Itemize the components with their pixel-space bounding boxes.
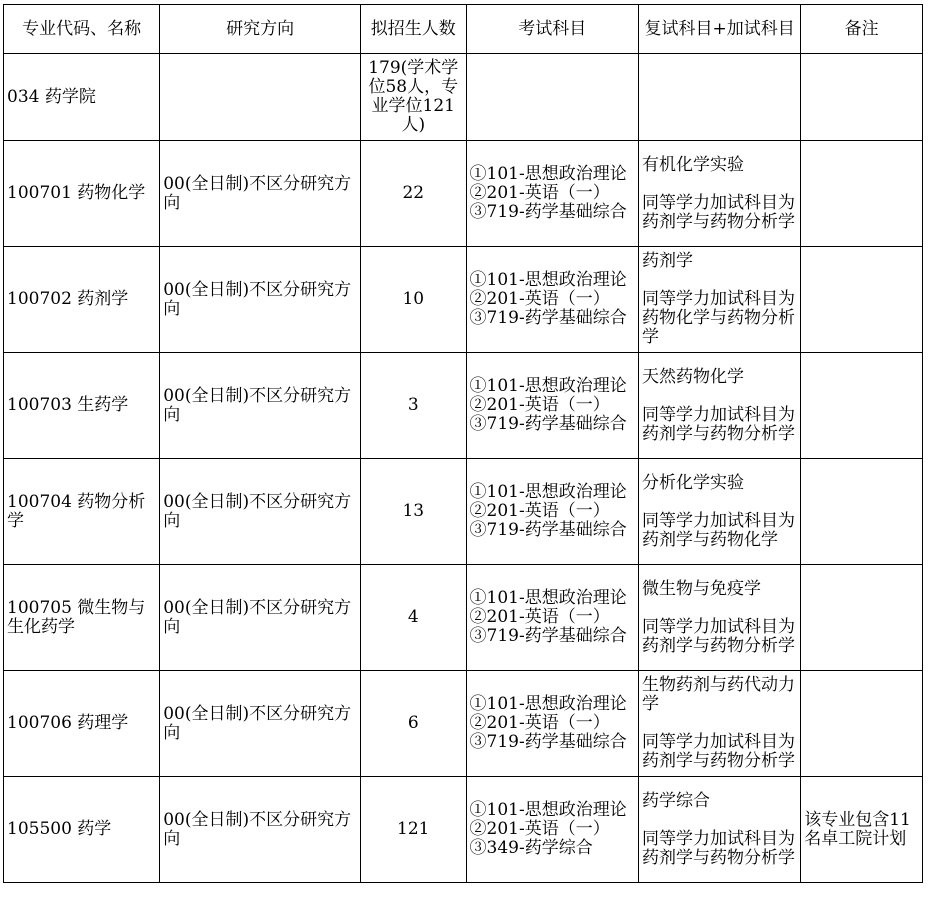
table-row <box>4 141 923 247</box>
exam-subject: ②201-英语（一） <box>469 607 610 627</box>
retest-gap <box>642 493 797 512</box>
school-quota: 179(学术学位58人，专业学位121人) <box>361 54 466 141</box>
exam-subject: ③719-药学基础综合 <box>469 202 627 222</box>
exam-subject: ①101-思想政治理论 <box>469 270 627 290</box>
major-retest <box>638 141 800 247</box>
extra-subject-note: 同等学力加试科目为药物化学与药物分析学 <box>641 289 795 347</box>
major-direction: 00(全日制)不区分研究方向 <box>160 353 361 459</box>
major-code-name: 100704 药物分析学 <box>4 459 160 565</box>
table-row <box>4 353 923 459</box>
school-code-name: 034 药学院 <box>4 54 160 141</box>
extra-subject-note: 同等学力加试科目为药剂学与药物分析学 <box>641 404 795 444</box>
exam-subject: ③719-药学基础综合 <box>469 414 627 434</box>
major-note <box>801 671 923 777</box>
extra-subject-note: 同等学力加试科目为药剂学与药物化学 <box>641 510 795 550</box>
exam-subject: ③719-药学基础综合 <box>469 732 627 752</box>
school-exam <box>466 54 638 141</box>
exam-subject: ②201-英语（一） <box>469 819 610 839</box>
header-code: 专业代码、名称 <box>4 5 160 54</box>
major-direction: 00(全日制)不区分研究方向 <box>160 459 361 565</box>
retest-subject: 药剂学 <box>641 251 693 271</box>
retest-subject: 微生物与免疫学 <box>641 578 761 599</box>
extra-subject-note: 同等学力加试科目为药剂学与药物分析学 <box>641 732 795 771</box>
major-retest <box>638 247 800 353</box>
table-row <box>4 247 923 353</box>
header-row <box>4 5 923 54</box>
major-code-name: 105500 药学 <box>4 777 160 883</box>
major-direction: 00(全日制)不区分研究方向 <box>160 671 361 777</box>
major-code-name: 100706 药理学 <box>4 671 160 777</box>
exam-subject: ②201-英语（一） <box>469 501 610 521</box>
major-exam <box>466 141 638 247</box>
major-exam <box>466 247 638 353</box>
major-exam <box>466 565 638 671</box>
major-quota: 4 <box>361 565 466 671</box>
exam-subject: ①101-思想政治理论 <box>469 800 627 820</box>
extra-subject-note: 同等学力加试科目为药剂学与药物分析学 <box>641 616 795 656</box>
header-retest: 复试科目+加试科目 <box>638 5 800 54</box>
major-quota: 6 <box>361 671 466 777</box>
major-exam <box>466 459 638 565</box>
major-exam <box>466 353 638 459</box>
table-row <box>4 777 923 883</box>
major-direction: 00(全日制)不区分研究方向 <box>160 777 361 883</box>
header-note: 备注 <box>801 5 923 54</box>
major-quota: 13 <box>361 459 466 565</box>
retest-gap <box>642 387 797 406</box>
major-retest <box>638 459 800 565</box>
major-retest <box>638 777 800 883</box>
retest-gap <box>642 271 797 290</box>
major-direction: 00(全日制)不区分研究方向 <box>160 247 361 353</box>
exam-subject: ①101-思想政治理论 <box>469 164 627 184</box>
school-direction <box>160 54 361 141</box>
school-row <box>4 54 923 141</box>
retest-gap <box>642 175 797 194</box>
major-retest <box>638 353 800 459</box>
retest-subject: 生物药剂与药代动力学 <box>641 675 795 714</box>
major-exam <box>466 671 638 777</box>
exam-subject: ①101-思想政治理论 <box>469 588 627 608</box>
major-note <box>801 565 923 671</box>
major-quota: 121 <box>361 777 466 883</box>
major-note <box>801 141 923 247</box>
retest-subject: 有机化学实验 <box>641 154 744 175</box>
admissions-table <box>3 4 923 883</box>
exam-subject: ①101-思想政治理论 <box>469 482 627 502</box>
table-row <box>4 459 923 565</box>
header-direction: 研究方向 <box>160 5 361 54</box>
major-note <box>801 247 923 353</box>
extra-subject-note: 同等学力加试科目为药剂学与药物分析学 <box>641 828 795 868</box>
exam-subject: ②201-英语（一） <box>469 395 610 415</box>
table-row <box>4 565 923 671</box>
exam-subject: ③719-药学基础综合 <box>469 308 627 328</box>
retest-subject: 天然药物化学 <box>641 366 744 387</box>
major-code-name: 100702 药剂学 <box>4 247 160 353</box>
retest-subject: 药学综合 <box>641 790 710 811</box>
exam-subject: ①101-思想政治理论 <box>469 376 627 396</box>
school-note <box>801 54 923 141</box>
retest-gap <box>642 599 797 618</box>
exam-subject: ②201-英语（一） <box>469 183 610 203</box>
exam-subject: ③719-药学基础综合 <box>469 626 627 646</box>
retest-subject: 分析化学实验 <box>641 472 744 493</box>
exam-subject: ②201-英语（一） <box>469 289 610 309</box>
extra-subject-note: 同等学力加试科目为药剂学与药物分析学 <box>641 192 795 232</box>
major-exam <box>466 777 638 883</box>
major-quota: 3 <box>361 353 466 459</box>
major-note <box>801 459 923 565</box>
exam-subject: ③719-药学基础综合 <box>469 520 627 540</box>
major-direction: 00(全日制)不区分研究方向 <box>160 565 361 671</box>
major-direction: 00(全日制)不区分研究方向 <box>160 141 361 247</box>
exam-subject: ③349-药学综合 <box>469 838 593 858</box>
retest-gap <box>642 811 797 830</box>
major-note: 该专业包含11名卓工院计划 <box>801 777 923 883</box>
major-code-name: 100705 微生物与生化药学 <box>4 565 160 671</box>
major-code-name: 100701 药物化学 <box>4 141 160 247</box>
major-note <box>801 353 923 459</box>
major-quota: 22 <box>361 141 466 247</box>
major-retest <box>638 671 800 777</box>
header-quota: 拟招生人数 <box>361 5 466 54</box>
exam-subject: ①101-思想政治理论 <box>469 694 627 714</box>
school-retest <box>638 54 800 141</box>
major-retest <box>638 565 800 671</box>
retest-gap <box>642 714 797 733</box>
header-exam: 考试科目 <box>466 5 638 54</box>
table-row <box>4 671 923 777</box>
exam-subject: ②201-英语（一） <box>469 713 610 733</box>
major-quota: 10 <box>361 247 466 353</box>
major-code-name: 100703 生药学 <box>4 353 160 459</box>
